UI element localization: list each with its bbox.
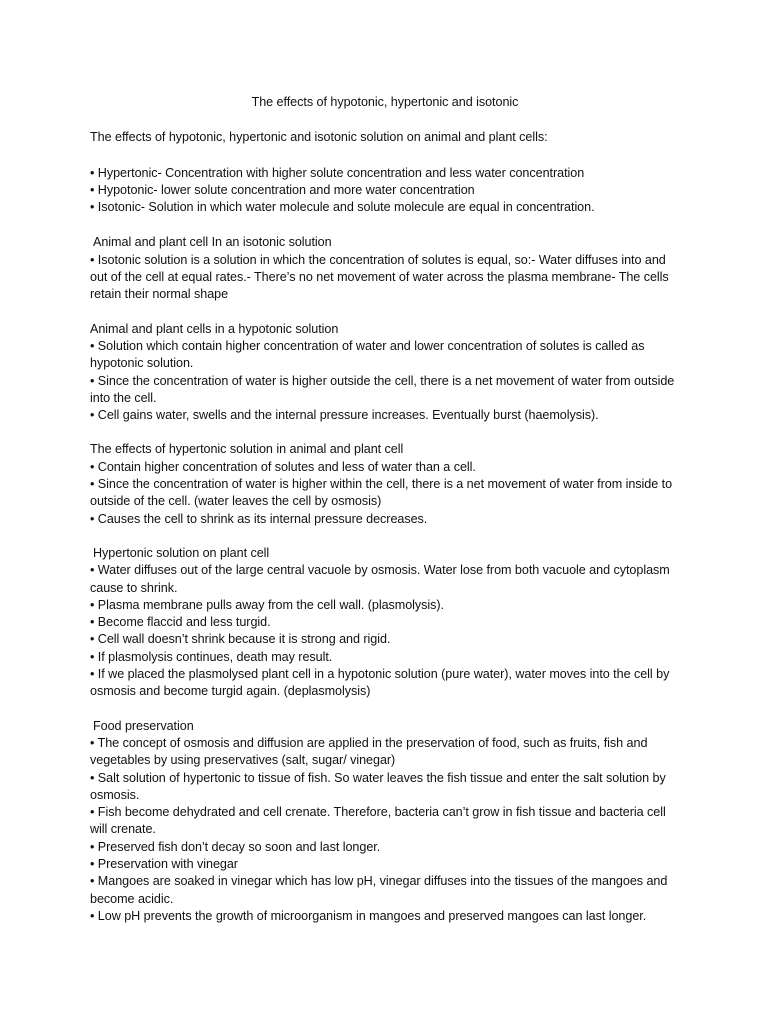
list-item: • Cell gains water, swells and the internal pressure increases. Eventually burst (haemolysis). xyxy=(90,408,599,423)
section-heading: The effects of hypertonic solution in animal and plant cell xyxy=(90,442,404,457)
list-item: • Plasma membrane pulls away from the cell wall. (plasmolysis). xyxy=(90,597,444,612)
list-item: • Low pH prevents the growth of microorganism in mangoes and preserved mangoes can last longer. xyxy=(90,908,647,923)
section-list xyxy=(90,459,680,528)
section-food-preservation xyxy=(90,718,680,926)
document-content xyxy=(90,94,680,942)
list-item: • Isotonic- Solution in which water molecule and solute molecule are equal in concentration. xyxy=(90,200,595,215)
list-item: • The concept of osmosis and diffusion are applied in the preservation of food, such as fruits, fish and vegetables by using preservatives (salt, sugar/ vinegar) xyxy=(90,735,648,768)
section-hypotonic xyxy=(90,321,680,425)
list-item: • Water diffuses out of the large central vacuole by osmosis. Water lose from both vacuole and cytoplasm cause to shrink. xyxy=(90,563,670,595)
list-item: • Salt solution of hypertonic to tissue of fish. So water leaves the fish tissue and enter the salt solution by osmosis. xyxy=(90,770,666,802)
section-list xyxy=(90,252,680,304)
list-item: • Hypertonic- Concentration with higher solute concentration and less water concentration xyxy=(90,165,585,180)
intro-text: The effects of hypotonic, hypertonic and isotonic solution on animal and plant cells: xyxy=(90,130,548,145)
list-item: • Isotonic solution is a solution in which the concentration of solutes is equal, so:- Water diffuses into and out of the cell at equal rates.- There’s no net movement of water across the plasma membrane- The cells retain their normal shape xyxy=(90,252,669,302)
list-item: • If we placed the plasmolysed plant cell in a hypotonic solution (pure water), water moves into the cell by osmosis and become turgid again. (deplasmolysis) xyxy=(90,667,670,699)
document-title: The effects of hypotonic, hypertonic and isotonic xyxy=(251,95,519,109)
intro-block xyxy=(90,129,680,216)
list-item: • Mangoes are soaked in vinegar which has low pH, vinegar diffuses into the tissues of the mangoes and become acidic. xyxy=(90,874,668,906)
section-list xyxy=(90,735,680,925)
section-list xyxy=(90,338,680,424)
section-hypertonic-plant xyxy=(90,545,680,701)
list-item: • If plasmolysis continues, death may result. xyxy=(90,649,333,664)
list-item: • Since the concentration of water is higher within the cell, there is a net movement of water from inside to outside of the cell. (water leaves the cell by osmosis) xyxy=(90,477,673,509)
section-isotonic xyxy=(90,234,680,303)
section-heading: Hypertonic solution on plant cell xyxy=(93,545,270,560)
list-item: • Solution which contain higher concentration of water and lower concentration of solutes is called as hypotonic solution. xyxy=(90,338,645,371)
section-hypertonic-effects xyxy=(90,441,680,527)
list-item: • Hypotonic- lower solute concentration and more water concentration xyxy=(90,182,475,197)
section-heading: Animal and plant cell In an isotonic solution xyxy=(93,235,332,250)
list-item: • Causes the cell to shrink as its internal pressure decreases. xyxy=(90,511,428,526)
list-item: • Contain higher concentration of solutes and less of water than a cell. xyxy=(90,459,476,474)
section-list xyxy=(90,562,680,700)
definitions-list xyxy=(90,165,680,217)
list-item: • Since the concentration of water is higher outside the cell, there is a net movement of water from outside into the cell. xyxy=(90,373,675,405)
list-item: • Preservation with vinegar xyxy=(90,856,238,871)
section-heading: Animal and plant cells in a hypotonic solution xyxy=(90,321,339,336)
list-item: • Cell wall doesn’t shrink because it is strong and rigid. xyxy=(90,632,391,647)
list-item: • Become flaccid and less turgid. xyxy=(90,615,271,630)
list-item: • Preserved fish don’t decay so soon and last longer. xyxy=(90,839,381,854)
list-item: • Fish become dehydrated and cell crenate. Therefore, bacteria can’t grow in fish tissue and bacteria cell will crenate. xyxy=(90,805,666,837)
section-heading: Food preservation xyxy=(93,718,194,733)
